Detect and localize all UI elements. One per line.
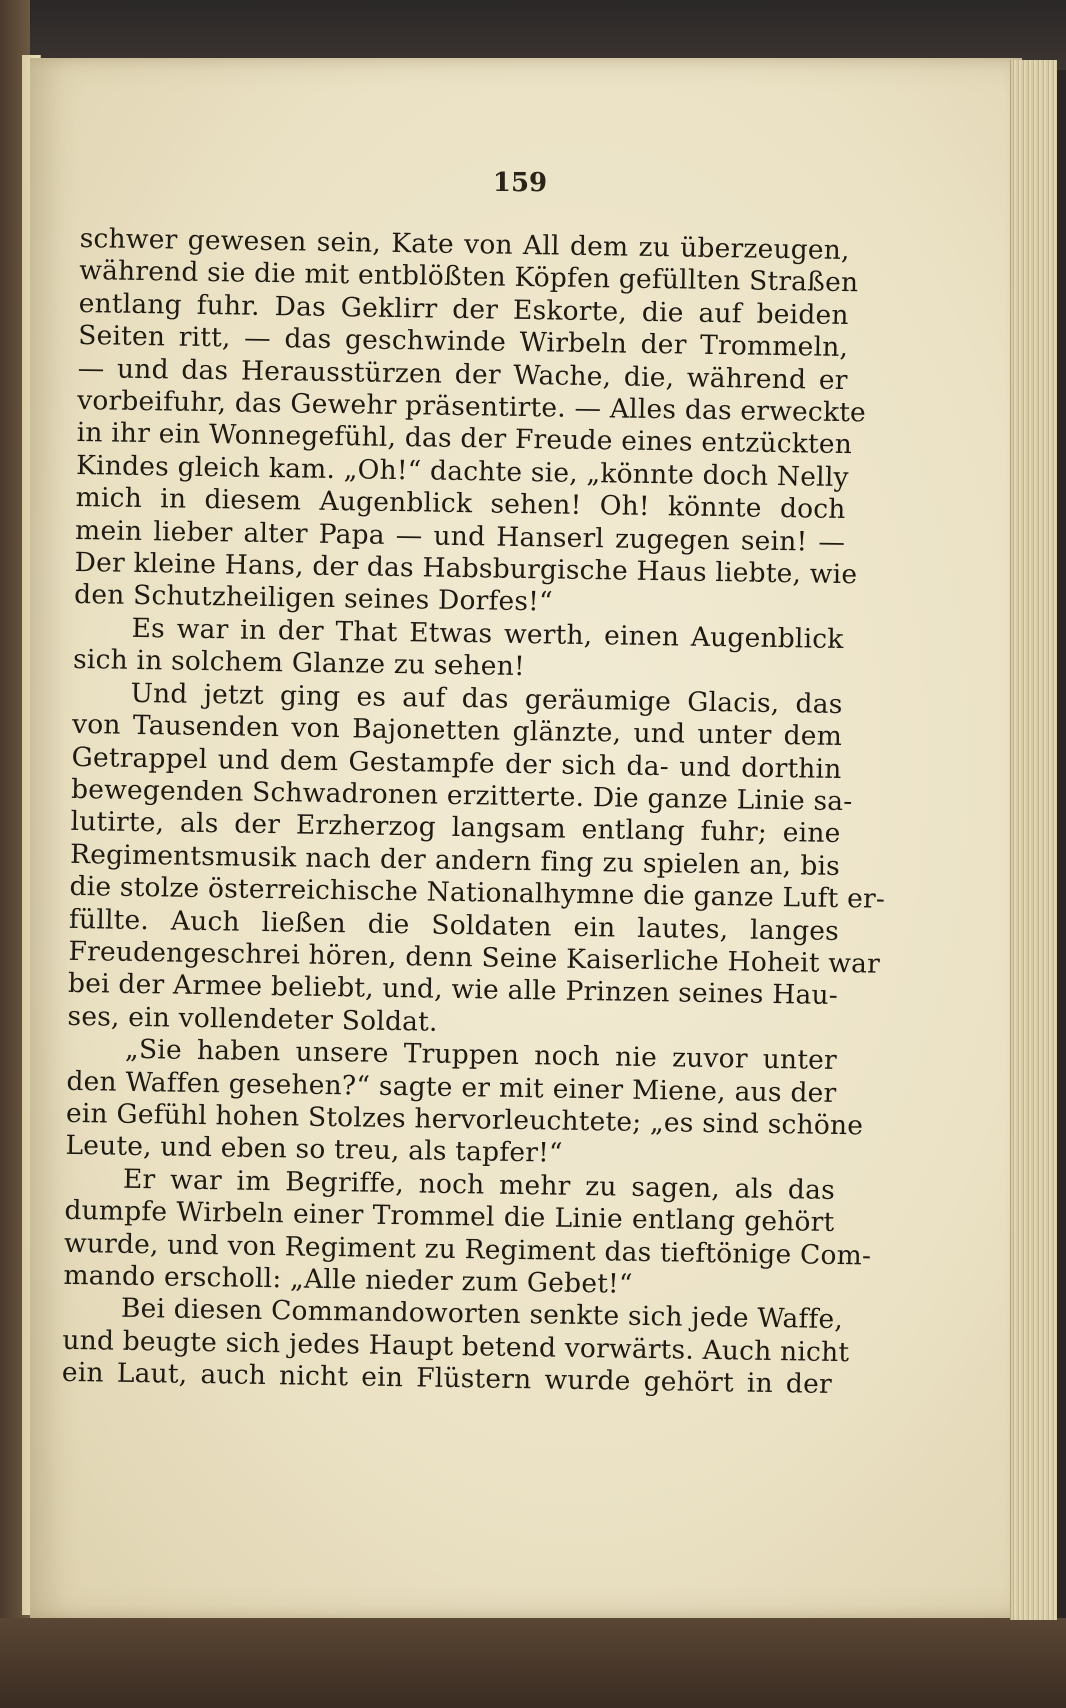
text-line: ein Laut, auch nicht ein Flüstern wurde gehört in der <box>61 1357 833 1401</box>
text-line: Seiten ritt, — das geschwinde Wirbeln der Trommeln, <box>77 320 849 364</box>
text-line: entlang fuhr. Das Geklirr der Eskorte, die auf beiden <box>78 287 849 331</box>
book-page <box>30 58 1022 1618</box>
text-line: während sie die mit entblößten Köpfen gefüllten Straßen <box>79 255 859 299</box>
text-line: Freudengeschrei hören, denn Seine Kaiserliche Hoheit war <box>68 935 881 980</box>
text-line: Leute, und eben so treu, als tapfer!“ <box>65 1130 563 1170</box>
text-line: Bei diesen Commandoworten senkte sich jede Waffe, <box>120 1293 844 1336</box>
text-line: Getrappel und dem Gestampfe der sich da- und dorthin <box>71 741 842 785</box>
text-line: schwer gewesen sein, Kate von All dem zu überzeugen, <box>79 223 850 267</box>
text-line: bewegenden Schwadronen erzitterte. Die ganze Linie sa- <box>70 773 853 818</box>
page-number: 159 <box>492 168 548 198</box>
text-line: Regimentsmusik nach der andern fing zu spielen an, bis <box>69 838 841 882</box>
text-line: Es war in der That Etwas werth, einen Augenblick <box>131 612 844 655</box>
text-line: ein Gefühl hohen Stolzes hervorleuchtete; „es sind schöne <box>65 1097 864 1142</box>
text-line: ses, ein vollendeter Soldat. <box>67 1000 438 1038</box>
text-line: dumpfe Wirbeln einer Trommel die Linie entlang gehört <box>64 1195 835 1239</box>
text-line: mein lieber alter Papa — und Hanserl zugegen sein! — <box>74 514 846 558</box>
text-line: Kindes gleich kam. „Oh!“ dachte sie, „könnte doch Nelly <box>75 449 849 493</box>
text-line: Der kleine Hans, der das Habsburgische Haus liebte, wie <box>74 547 858 591</box>
page-edges <box>1010 60 1057 1620</box>
text-line: den Waffen gesehen?“ sagte er mit einer Miene, aus der <box>66 1065 837 1109</box>
text-line: lutirte, als der Erzherzog langsam entlang fuhr; eine <box>70 806 841 850</box>
text-line: „Sie haben unsere Truppen noch nie zuvor unter <box>124 1033 838 1077</box>
text-line: Und jetzt ging es auf das geräumige Glacis, das <box>130 677 843 720</box>
text-line: sich in solchem Glanze zu sehen! <box>72 644 526 683</box>
text-line: vorbeifuhr, das Gewehr präsentirte. — Alles das erweckte <box>76 385 867 429</box>
text-line: — und das Herausstürzen der Wache, die, während er <box>77 352 848 396</box>
text-line: mich in diesem Augenblick sehen! Oh! könnte doch <box>75 482 846 526</box>
text-line: den Schutzheiligen seines Dorfes!“ <box>73 579 554 618</box>
text-line: in ihr ein Wonnegefühl, das der Freude eines entzückten <box>76 417 853 461</box>
page-text <box>61 223 886 1402</box>
text-line: bei der Armee beliebt, und, wie alle Prinzen seines Hau- <box>67 968 839 1012</box>
text-line: füllte. Auch ließen die Soldaten ein lautes, langes <box>68 903 840 947</box>
book-cover-bottom <box>0 1618 1066 1708</box>
text-line: die stolze österreichische Nationalhymne die ganze Luft er- <box>69 871 886 915</box>
text-line: wurde, und von Regiment zu Regiment das tieftönige Com- <box>63 1227 872 1272</box>
text-line: Er war im Begriffe, noch mehr zu sagen, als das <box>122 1163 836 1206</box>
text-line: mando erscholl: „Alle nieder zum Gebet!“ <box>63 1259 633 1300</box>
text-line: und beugte sich jedes Haupt betend vorwärts. Auch nicht <box>62 1324 850 1369</box>
text-line: von Tausenden von Bajonetten glänzte, und unter dem <box>71 709 843 753</box>
